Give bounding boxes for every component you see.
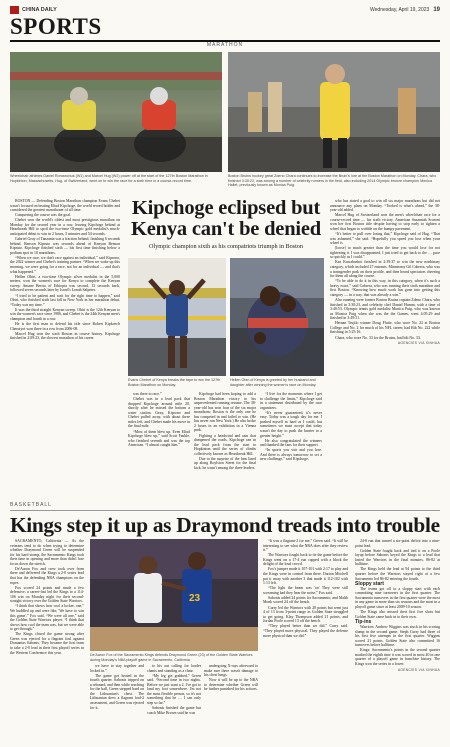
paragraph: “I live for the moments where I get to challenge the limits,” Kipchoge said in a statement distributed by the race organizers.: [260, 392, 322, 410]
photo1-caption: Wheelchair athletes Daniel Romanchuk (W1) and Marcel Hug (W2) power off at the start of the 127th Boston Marathon in Hopkinton, Massachusetts. Hug, of Switzerland, went on to win the race for a sixth time in a course-record time.: [10, 174, 208, 183]
paragraph: He also congratulated the winners and thanked the fans for their support.: [260, 438, 322, 448]
paragraph: Now it will be up to the NBA to determine whether Green will be further punished for his actions.: [204, 678, 258, 692]
paragraph: [loose] to much greater than the time you would lose for not tightening it. I was disappointed, I just tried to get back to the … pace so quickly as I could.”: [330, 246, 440, 260]
basketball-column-3: [147, 664, 201, 716]
basketball-column-4: [204, 664, 258, 692]
paragraph: Curry led the Warriors with 28 points but went just 4 of 13 from 3-point range as Golden State struggled to get going. Klay Thompson added 21 points, and Jordan Poole scored 13 off the bench.: [263, 605, 348, 624]
page-number: 19: [433, 7, 440, 13]
paragraph: Due to the surprise of the fans lined up along Boylston Street for the final kick, he wasn't among the three leaders.: [194, 456, 256, 470]
basketball-column-5: [263, 539, 348, 639]
paragraph: BOSTON — Defending Boston Marathon champion Evans Chebet wasn't focused on beating Eliud Kipchoge, the world record holder and considered the greatest marathoner of all time.: [10, 199, 120, 213]
paragraph: It was the third straight Kenyan sweep. Obiri is the 12th Kenyan to win the women's race since 1986, and Chebet is the 24th Kenyan men's champion and fourth in a row.: [10, 307, 120, 321]
paragraph: The Kings also missed their first five shots but Golden State came back in to their own.: [355, 610, 440, 619]
paragraph: “It was a flagrant-2 for me,” Green said. “It will be interesting to see what the NBA does after they review it.”: [263, 539, 348, 553]
paragraph: “Most of them blew up. Even Eliud Kipchoge blew up,” said Scott Fauble, who finished seventh and was the top American. “I almost caught him.”: [128, 429, 190, 448]
paragraph: The teams got off to a sloppy start with each committing nine turnovers in the first quarter. The Sacramento turnovers in the first quarter were the most in any game in more than six seasons and the most in a playoff game since at least 2009-10 season.: [355, 586, 440, 610]
paragraph: “They played better than we did,” Curry said. “They played more physical. They played the defense more physical than we did.”: [263, 624, 348, 638]
wheelchair-start-image: [10, 52, 222, 172]
kings-warriors-image: [90, 539, 258, 651]
marathon-column-3: [194, 392, 256, 471]
paragraph: Kaz Kawabusbot finished in 2:39:37 to win the new nonbinary category, which included 27 entrants. Minneomy Gil Cabrera, who was a transgender park on their profile, and then heard spectators cheering for them all along the course.: [330, 260, 440, 279]
paragraph: to his out calling for louder chants and standing as a chair.: [147, 664, 201, 673]
paragraph: Marcel Hug of Switzerland won the men's wheelchair race for a course-record time — his sixth victory. American Susannah Scaroni won her first Boston title despite having to stop early to tighten a wheel that began to wobble on the bumpy pavement.: [330, 213, 440, 231]
paragraph: was there to race.”: [133, 392, 162, 396]
sloppy-start-heading: Sloppy start: [355, 580, 384, 587]
paragraph: Chebet won the world's oldest and most prestigious marathon on Monday for the second year in a row, leaving Kipchoge behind at Heartbreak Hill to spoil the two-time Olympic gold medalist's much-anticipated debut to win in 2 hours, 5 minutes and 54 seconds.: [10, 218, 120, 237]
paper-logo-icon: [10, 6, 19, 14]
paragraph: “In sports you win and you lose. And there is always tomorrow to set a new challenge,” said Kipchoge,: [260, 448, 322, 462]
basketball-photo-caption: De'Aaron Fox of the Sacramento Kings defends Draymond Green (23) of the Golden State Warriors during Monday's NBA playoff game in Sacramento, California.: [90, 653, 253, 662]
paragraph: “When we race, we don't race against an individual,” said Kiprono, the 2022 winner and Chebet's training partner. “When we wake up this morning, we were going for a race, not for an individual — and that's what happened.”: [10, 255, 120, 274]
paragraph: we have to stay together and locked in.”: [90, 664, 144, 673]
section-title: SPORTS: [10, 14, 102, 39]
photo4-caption: Hellen Obiri of Kenya is greeted by her husband and daughter after winning the women's race on Monday.: [230, 378, 317, 387]
photo-wheelchair-start: [10, 52, 222, 172]
marathon-credit: AGENCIES VIA XINHUA: [397, 341, 440, 346]
paragraph: He is the first man to defend his title since Robert Kipkoech Cheruiyot won three in a row from 2006-08.: [10, 321, 120, 331]
paragraph: Kings: Sacramento's points in the second quarter marked the eighth time it was scored in most 40 in one quarter of a playoff game in franchise history. The Kings won the series in a lower.: [355, 648, 440, 666]
chebet-finish-image: [128, 258, 226, 376]
subsection-label: MARATHON: [206, 42, 244, 48]
paragraph: The game got heated in the fourth quarter. Sabonis tripped on a rebound, and then while reaching for the ball, Green stepped hard on the Lithuanian's chest. The Lithuanian drew a flagrant foul-2 assessment, and Green was ejected for it.: [90, 673, 145, 710]
paragraph: “The light the beam was 'on' They were still screaming bad they hear the noise,” Fox said.: [263, 586, 348, 595]
marathon-deck: Olympic champion sixth as his compatriots triumph in Boston: [149, 243, 303, 250]
basketball-credit: AGENCIES VIA XINHUA: [397, 667, 440, 672]
basketball-column-2: [90, 664, 144, 711]
paragraph: Hellen Obiri, a two-time Olympic silver medalist in the 5,000 meters, won the women's race for Kenya to complete the Kenyan sweep. Amane Beriso of Ethiopia was second, 13 seconds back, followed seven seconds later by Israel's Lonah Salpeter.: [10, 274, 120, 293]
paragraph: 24-8 run that turned a six-point deficit into a nine-point lead.: [355, 539, 440, 548]
chara-running-image: [228, 52, 440, 172]
photo-chebet-finish: [128, 258, 226, 376]
paragraph: De'Aaron Fox and crew took over from there and delivered the Kings a 2-0 series lead that has the defending NBA champions on the ropes.: [10, 566, 84, 585]
paragraph: Chara, who wore No. 33 for the Bruins, had bib No. 33.: [335, 335, 421, 340]
paragraph: “I think that shows how cool a locker, one,” We huddled up and were like, 'We have to win this game',” Fox said. “We were all one,” said the Golden State Warriors player. “I think that shows how cool the team was, but we were able to get through.”: [10, 604, 84, 632]
paragraph: Kipchoge had been hoping to add a Boston Marathon victory to his unprecedented running resume. The 38-year-old has won four of the six major marathons; Boston is the only one he has competed in and failed to win. (He has never run New York.) He also broke 2 hours in an exhibition in a Vienna park.: [194, 392, 256, 433]
marathon-column-2: [128, 392, 190, 448]
basketball-column-1: [10, 539, 84, 656]
basketball-label: BASKETBALL: [10, 502, 52, 508]
paragraph: SACRAMENTO, California — As the veterans tend to do when trying to determine whether Draymond Green will be suspended for his hard stomp, the Sacramento Kings took their time in opening and more than didn't lose focus down the stretch.: [10, 539, 84, 566]
photo-chara: [228, 52, 440, 172]
paragraph: Chebet was in a lead pack that dropped Kipchoge around mile 20, shortly after he missed the bottom a water station. Geay, Kiprono and Chebet pulled away, with about three miles left, and Chebet made his move in the final mile.: [128, 397, 190, 429]
paragraph: Golden State fought back and tied it on a Poole layup before Sabonis keyed the Kings to a lead that lasted the Warriors in the final minutes, 86-82 at halftime.: [355, 548, 440, 567]
marathon-column-1: [10, 199, 120, 341]
paragraph: Sabonis added 24 points for Sacramento, and Malik Monk scored 24 off the bench.: [263, 595, 348, 605]
basketball-rule: [10, 510, 440, 511]
paragraph: Hernan Trujilo winner Doug Flutie, who wore No. 22 at Boston College and No. 2 for much of his NFL career, had Bib No. 222 while finishing in 5:25:16.: [330, 321, 440, 335]
basketball-headline: Kings step it up as Draymond treads into trouble: [10, 513, 440, 537]
paragraph: Gabriel Geay of Tanzania was a fraction behind, finishing 6 seconds behind. Benson Kipruto was seconds ahead of Kenyan Benson Kipruto. Kipchoge finished sixth — his first time finishing below a podium spot in 10 marathons.: [10, 237, 121, 255]
paragraph: Conquering the course was the goal.: [15, 213, 71, 218]
photo-kings-warriors: [90, 539, 258, 651]
basketball-column-6: [355, 539, 440, 672]
photo2-caption: Boston Bruins hockey great Zdeno Chara continues to increase the Bruin's lore at the Boston Marathon on Monday. Chara, who finished 3:30:22, was among a number of celebrity runners in the field, also including 2014 Olympic bronze champion Monica Hallet, previously known as Monica Puig.: [228, 174, 437, 188]
paragraph: The Warriors fought back to tie the game before the Kings went on a 17-4 run capped with a block the delight of the loud crowd.: [263, 553, 348, 567]
paragraph: undergoing X-rays afterward to make sure there wasn't damage to his chest lungs.: [204, 664, 258, 678]
paragraph: The Kings closed the game strong after Green was ejected for a flagrant foul against Domantas Sabonis. They became the first team to take a 2-0 lead in their first playoff series in the Western Conference this year.: [10, 632, 84, 655]
tip-ins-heading: Tip-ins: [355, 618, 372, 625]
paragraph: “It's never guaranteed, it's never easy. Today was a tough day for me. I pushed myself as hard as I could, but sometimes we must accept that today wasn't the day to push the barrier to a greater height.”: [260, 410, 322, 438]
svg-text:23: 23: [189, 593, 201, 604]
marathon-headline: Kipchoge eclipsed but Kenya can't be denied: [131, 197, 321, 240]
obiri-family-image: [230, 258, 324, 376]
paragraph: Fighting a headwind and rain that dampened the roads, Kipchoge ran in the lead pack from the start to Hopkinton until the series of climbs collectively known as Heartbreak Hill.: [194, 433, 256, 456]
paragraph: “I tried to be patient and wait for the right time to happen,” said Obiri, who finished sixth last fall in New York in her marathon debut. “Today was my time.”: [10, 293, 120, 307]
paragraph: “It's better to pull over losing that,” Kipchoge said of Hug. “That was ashamed,” she said. “Hopefully you speed you lose when your wheel is: [330, 232, 440, 246]
paragraph: Warriors: Andrew Wiggins was stuck in his scoring slump in the second game. Steph Curry had three of his first five attempts in the first quarter. Wiggins scored 21 points. Golden State also committed 16 turnovers before halftime.: [355, 625, 440, 648]
photo3-caption: Evans Chebet of Kenya breaks the tape to win the 127th Boston Marathon on Monday.: [128, 378, 221, 387]
photo-obiri: [230, 258, 324, 376]
paragraph: Sabonis finished the game but coach Mike Brown said he was: [147, 706, 201, 715]
paragraph: who has stated a goal to win all six major marathons but did not announce any plans on Monday. “Tooked is what's ahead,” the 38-year-old added.: [330, 199, 440, 213]
marathon-column-5: [330, 199, 440, 346]
paragraph: Marcel Hug won the sixth Boston in course history. Kipchoge finished in 2:09:23, the slowest marathon of his career.: [10, 331, 120, 341]
paragraph: “My leg got grabbed,” Green said. “Second time in two nights. Before we just want a 2. I've got to land my foot somewhere. I'm not the most flexible person, so it's not something that he … I can only step so far.”: [147, 673, 201, 705]
issue-date: Wednesday, April 19, 2023: [370, 7, 430, 13]
paragraph: Also running were former Boston Bruins captain Zdeno Chara, who finished in 3:30:23, and celebrity chef Daniel Humm, with a time of 3:40:53. Olympic tennis gold medalist Monica Puig, who was known as Monica Puig when she was the the Games, went 4:05:29 and finished in 3:49:51.: [330, 298, 440, 321]
paragraph: Fox's jumper made it 107-101 with 2:17 to play and the Kings were in control from there. Darion Mitchell put it away with another 3 that made it 112-102 with 1:13 left.: [263, 567, 348, 586]
paper-name: CHINA DAILY: [22, 7, 57, 13]
paragraph: The Kings held the lead at 94 points to the third quarter before the Warriors stayed right at a few Sacramento led 86-82 entering the fourth.: [355, 567, 440, 581]
paragraph: Fox scored 24 points and made a few defensive, a career-fast led the Kings to a 114-106 win on Monday night for their second-straight victory over the Golden State Warriors.: [10, 585, 84, 604]
marathon-column-4: [260, 392, 322, 463]
paragraph: “To be able to do it in this way, in this category, when it's such a heavy exact,” said Cabrera, who was running their sixth marathon and first Boston. “Knowing how much work has gone into getting this category — in a way, that was already a win.”: [330, 279, 440, 297]
